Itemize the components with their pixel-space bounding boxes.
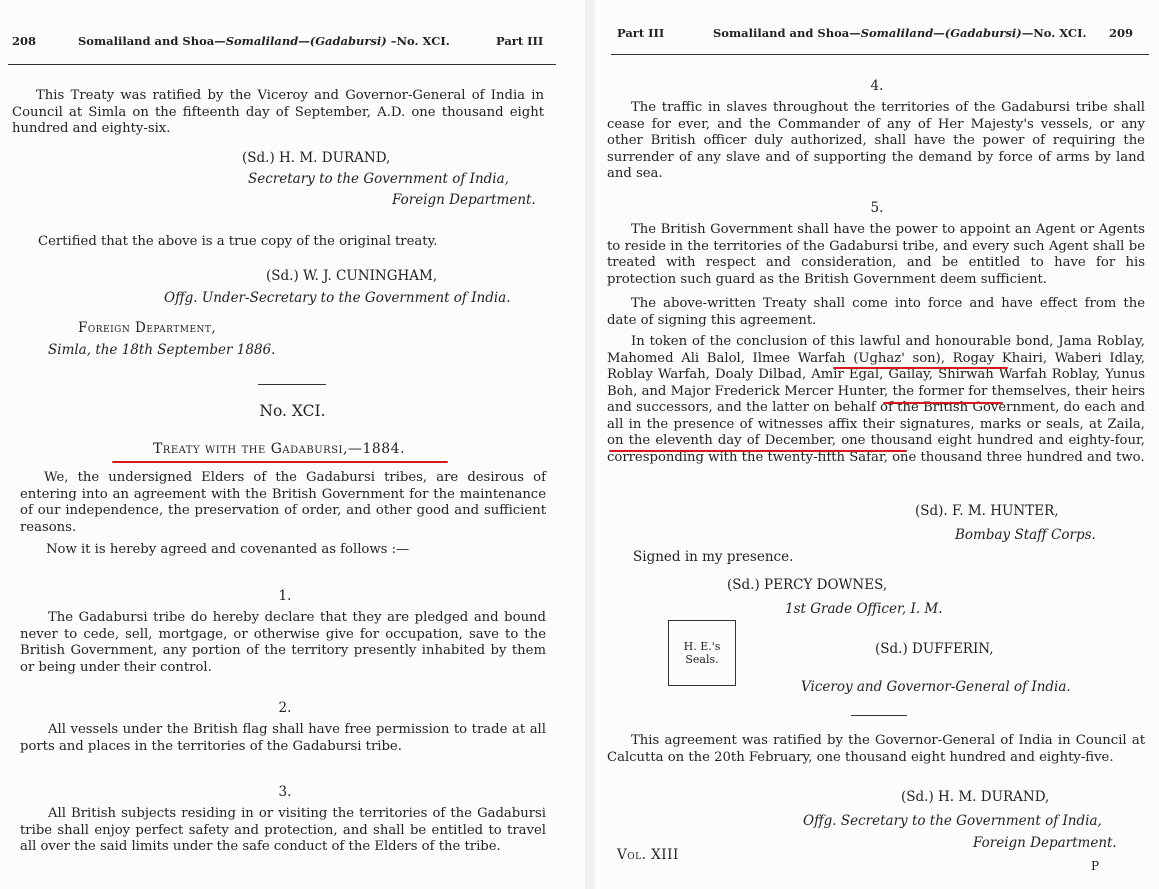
volume-label: Vol. XIII [617, 847, 679, 863]
ratification-paragraph: This Treaty was ratified by the Viceroy and Governor-General of India in Council at Simla on the fifteenth day of September, A.D. one thousand eight hundred and eighty-six. [12, 88, 544, 136]
seal-box: H. E.'s Seals. [668, 620, 736, 686]
running-title-italic: —Somaliland—(Gadabursi) [214, 34, 387, 48]
ratification-paragraph: This agreement was ratified by the Governor-General of India in Council at Calcutta on the 20th February, one thousand eight hundred and eighty-five. [607, 733, 1145, 765]
part-label: Part III [617, 26, 665, 40]
signature-cuningham-title: Offg. Under-Secretary to the Government of India. [164, 290, 511, 306]
article-5-number: 5. [870, 200, 884, 216]
article-2-text: All vessels under the British flag shall have free permission to trade at all ports and places in the territories of the Gadabursi tribe. [20, 722, 546, 754]
token-clause: In token of the conclusion of this lawful and honourable bond, Jama Roblay, Mahomed Ali Balol, Ilmee Warfah (Ughaz' son), Rogay Khairi, Waberi Idlay, Roblay Warfah, Doaly Dilbad, Amir Egal, Gailay, Shirwah Warfah Roblay, Yunus Boh, and Major Frederick Mercer Hunter, the former for themselves, their heirs and successors, and the latter on behalf of the British Government, do each and all in the presence of witnesses affix their signatures, marks or seals, at Zaila, on the eleventh day of December, one thousand eight hundred and eighty-four, corresponding with the twenty-fifth Safar, one thousand three hundred and two. [607, 334, 1145, 465]
certified-statement: Certified that the above is a true copy of the original treaty. [38, 234, 438, 249]
running-title-main: Somaliland and Shoa [78, 34, 215, 48]
signature-durand-title: Secretary to the Government of India, [248, 171, 509, 187]
signature-durand: (Sd.) H. M. DURAND, [242, 150, 391, 166]
signature-hunter-title: Bombay Staff Corps. [955, 527, 1096, 543]
article-5-text: The British Government shall have the power to appoint an Agent or Agents to reside in the territories of the Gadabursi tribe, and every such Agent shall be treated with respect and consideration, and be entitled to have for his protection such guard as the British Government deem sufficient. [607, 222, 1145, 287]
covenant-line: Now it is hereby agreed and covenanted as follows :— [46, 542, 410, 557]
force-clause: The above-written Treaty shall come into force and have effect from the date of signing this agreement. [607, 296, 1145, 328]
page-gutter [585, 0, 595, 889]
signature-durand-dept: Foreign Department. [973, 835, 1117, 851]
signature-dufferin-title: Viceroy and Governor-General of India. [801, 679, 1071, 695]
number-heading: No. XCI. [259, 402, 326, 420]
article-4-text: The traffic in slaves throughout the territories of the Gadabursi tribe shall cease for ever, and the Commander of any of Her Majesty's vessels, or any other British officer duly authorized, shall have the power of requiring the surrender of any slave and of supporting the demand by force of arms by land and sea. [607, 100, 1145, 181]
signature-durand-title: Offg. Secretary to the Government of India, [803, 813, 1102, 829]
treaty-title: Treaty with the Gadabursi,—1884. [152, 441, 406, 457]
signed-in-presence: Signed in my presence. [633, 549, 794, 565]
signature-hunter: (Sd). F. M. HUNTER, [915, 503, 1059, 519]
header-rule [8, 64, 556, 65]
right-page [595, 0, 1159, 889]
signature-durand-dept: Foreign Department. [392, 192, 536, 208]
running-title [713, 26, 1086, 40]
place-date: Simla, the 18th September 1886. [48, 342, 276, 358]
header-rule [611, 54, 1149, 55]
section-divider [851, 715, 907, 716]
part-label: Part III [496, 34, 544, 48]
running-title-italic: —Somaliland—(Gadabursi) [849, 26, 1022, 40]
treaty-title-underline [112, 461, 448, 463]
foreign-department-label: Foreign Department, [78, 320, 217, 336]
signature-cuningham: (Sd.) W. J. CUNINGHAM, [266, 268, 438, 284]
running-title-main: Somaliland and Shoa [713, 26, 850, 40]
names-underline-2 [883, 402, 1003, 404]
names-underline [833, 367, 1008, 369]
signature-mark: P [1091, 859, 1100, 873]
page-number: 209 [1109, 26, 1134, 40]
page-number: 208 [12, 34, 37, 48]
article-1-number: 1. [278, 588, 292, 604]
preamble-paragraph: We, the undersigned Elders of the Gadabursi tribes, are desirous of entering into an agreement with the British Government for the maintenance of our independence, the preservation of order, and other good and sufficient reasons. [20, 470, 546, 535]
article-2-number: 2. [278, 700, 292, 716]
section-divider [258, 384, 326, 385]
article-3-number: 3. [278, 784, 292, 800]
signature-downes-title: 1st Grade Officer, I. M. [785, 601, 943, 617]
signature-durand: (Sd.) H. M. DURAND, [901, 789, 1050, 805]
article-4-number: 4. [870, 78, 884, 94]
running-title-suffix: —No. XCI. [1021, 26, 1087, 40]
article-3-text: All British subjects residing in or visiting the territories of the Gadabursi tribe shall enjoy perfect safety and protection, and shall be entitled to travel all over the said limits under the safe conduct of the Elders of the tribe. [20, 806, 546, 854]
signature-downes: (Sd.) PERCY DOWNES, [727, 577, 888, 593]
running-title [78, 34, 450, 48]
article-1-text: The Gadabursi tribe do hereby declare that they are pledged and bound never to cede, sell, mortgage, or otherwise give for occupation, save to the British Government, any portion of the territory presently inhabited by them or being under their control. [20, 610, 546, 675]
running-title-suffix: –No. XCI. [390, 34, 450, 48]
signatures-underline [609, 450, 907, 452]
signature-dufferin: (Sd.) DUFFERIN, [875, 641, 994, 657]
